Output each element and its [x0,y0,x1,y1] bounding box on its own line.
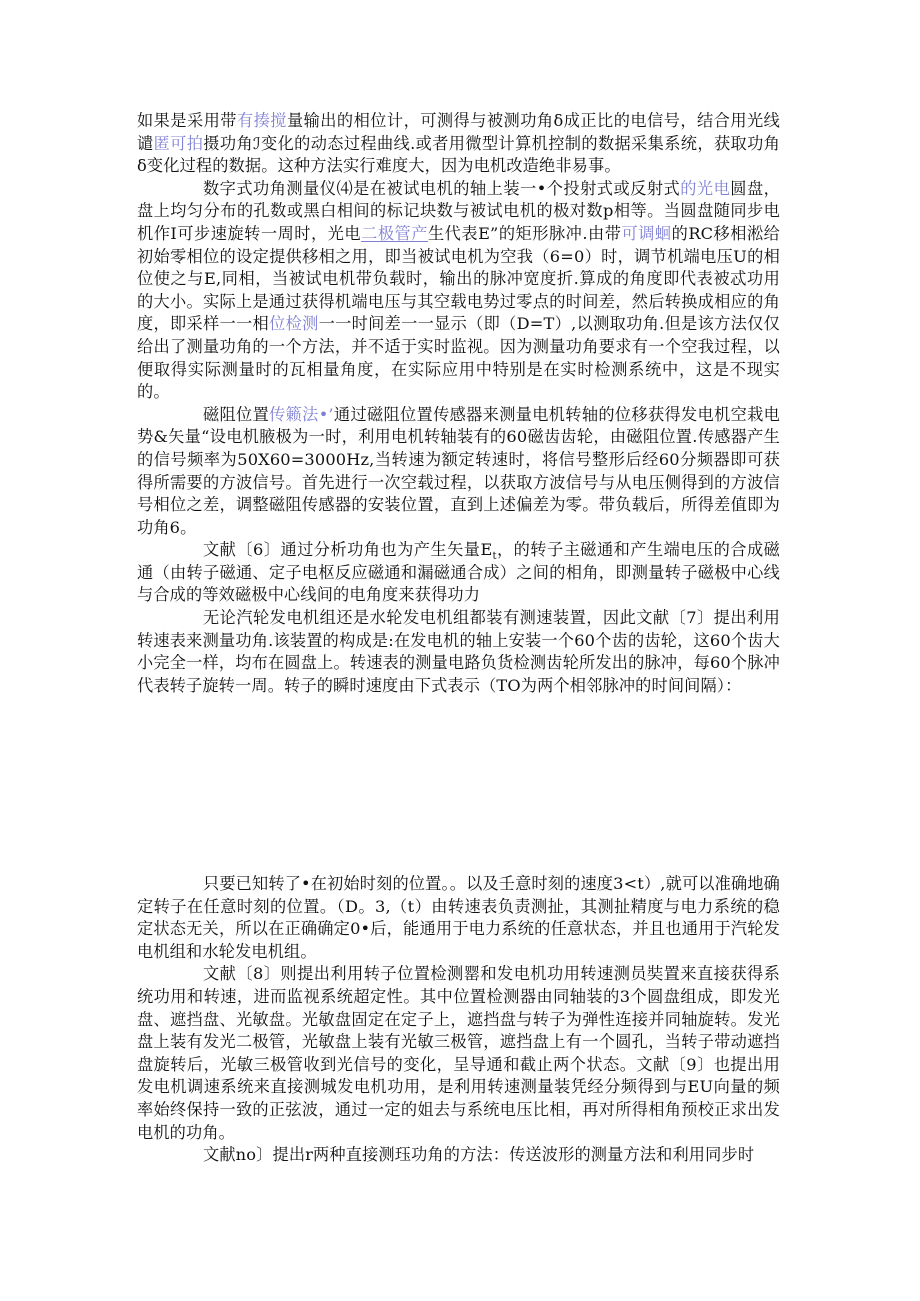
highlighted-text: 传籁法•’ [269,404,334,424]
lower-text-block [137,873,780,1167]
text-run: 数字式功角测量仪⑷是在被试电机的轴上装一•个投射式或反射式 [203,178,681,198]
text-run: 生代表E”的矩形脉冲.由带 [427,223,622,243]
text-run: 磁阻位置 [203,404,270,424]
text-run: 一一时间差一一显示（即（D=T）,以测取功角.但是该方法仅仅给出了测量功角的一个方法，并不适于实时监视。因为测量功角要求有一个空我过程，以便取得实际测量时的瓦相量角度，在实际应用中特别是在实时检测系统中，这是不现实的。 [137,314,780,402]
highlighted-text: 可调蛔 [621,223,672,243]
paragraph-8: 文献no〕提出r两种直接测珏功角的方法：传送波形的测量方法和利用同步时 [203,1145,755,1165]
text-run: 圆盘，盘上均匀分布的孔数或黑白相间的标记块数与被试电机的极对数p相等。当圆盘随同步电机作I可步速旋转一周时，光电 [137,178,781,243]
paragraph-1 [137,110,780,178]
paragraph-7: 文献〔8〕则提出利用转子位置检测罂和发电机功用转速测员奘置来直接获得系统功用和转速，进而监视系统超定性。其中位置检测器由同轴装的3个圆盘组成，即发光盘、遮挡盘、光敏盘。光敏盘固定在定子上，遮挡盘与转子为弹性连接并同轴旋转。发光盘上装有发光二极管，光敏盘上装有光敏三极管，遮挡盘上有一个圆孔，当转子带动遮挡盘旋转后，光敏三极管收到光信号的变化，呈导通和截止两个状态。文献〔9〕也提出用发电机调速系统来直接测城发电机功用，是利用转速测量装凭经分频得到与EU向量的频率始终保持一致的正弦波，通过一定的姐去与系统电压比相，再对所得相角预校正求出发电机的功角。 [137,964,780,1142]
text-run: 的RC移相淞给初始零相位的设定提供移相之用，即当被试电机为空我（6=0）时，调节机端电压U的相位使之与E,同相，当被试电机带负载时，输出的脉冲宽度折.算成的角度即代表被忒功用的大小。实际上是通过获得机端电压与其空载电势过零点的时间差，然后转换成相应的角度，即采样一一相 [137,223,781,334]
text-run: ，的转子主磁通和产生端电压的合成磁通（由转子磁通、定子电枢反应磁通和漏磁通合成）之间的相角，即测量转子磁极中心线与合成的等效磁极中心线间的电角度来获得功力 [137,540,780,605]
paragraph-2 [137,178,780,404]
text-run: 如果是采用带 [137,111,237,130]
paragraph-4 [137,539,780,607]
upper-text-block [137,110,780,697]
highlighted-text: 的光电 [680,178,731,198]
paragraph-3 [137,404,780,540]
text-run: 通过磁阻位置传感器来测量电机转轴的位移获得发电机空栽电势&矢量“设电机腋极为一时，利用电机转轴装有的60磁齿齿轮，由磁阻位置.传感器产生的信号频率为50X60=3000Hz,当转速为额定转速时，将信号整形后经60分频器即可获得所需要的方波信号。首先进行一次空载过程，以获取方波信号与从电压侧得到的方波信号相位之差，调整磁阻传感器的安装位置，直到上述偏差为零。带负载后，所得差值即为功角6。 [137,404,780,537]
highlighted-text: 有揍搅 [236,111,287,130]
highlighted-text: 匿可拍 [153,133,204,153]
text-run: 摄功角ℐ变化的动态过程曲线.或者用微型计算机控制的数据采集系统，获取功角δ变化过程的数据。这种方法实行难度大，因为电机改造绝非易事。 [137,133,780,176]
highlighted-text: 二极管产 [361,223,428,243]
subscript: t [492,551,497,563]
text-run: 文献〔6〕通过分析功角也为产生矢量E [203,540,493,560]
paragraph-5: 无论汽轮发电机组还是水轮发电机组都装有测速装置，因此文献〔7〕提出利用转速表来测量功角.该装置的构成是:在发电机的轴上安装一个60个齿的齿轮，这60个齿大小完全一样，均布在圆盘上。转速表的测量电路负货检测齿轮所发出的脉冲，每60个脉冲代表转子旋转一周。转子的瞬时速度由下式表示（TO为两个相邻脉冲的时间间隔）： [137,608,780,695]
paragraph-6: 只要已知转了•在初始时刻的位置。。以及壬意时刻的速度3<t）,就可以准确地确定转子在任意时刻的位置。（D。3,（t）由转速表负责测扯，其测扯精度与电力系统的稳定状态无关，所以在正确确定0•后，能通用于电力系统的任意状态，并且也通用于汽轮发电机组和水轮发电机组。 [137,874,780,961]
text-run: 量输出的相位计，可测得与被测功角δ成正比的电信号，结合用光线谴 [137,111,780,153]
highlighted-text: 位检测 [269,314,319,334]
